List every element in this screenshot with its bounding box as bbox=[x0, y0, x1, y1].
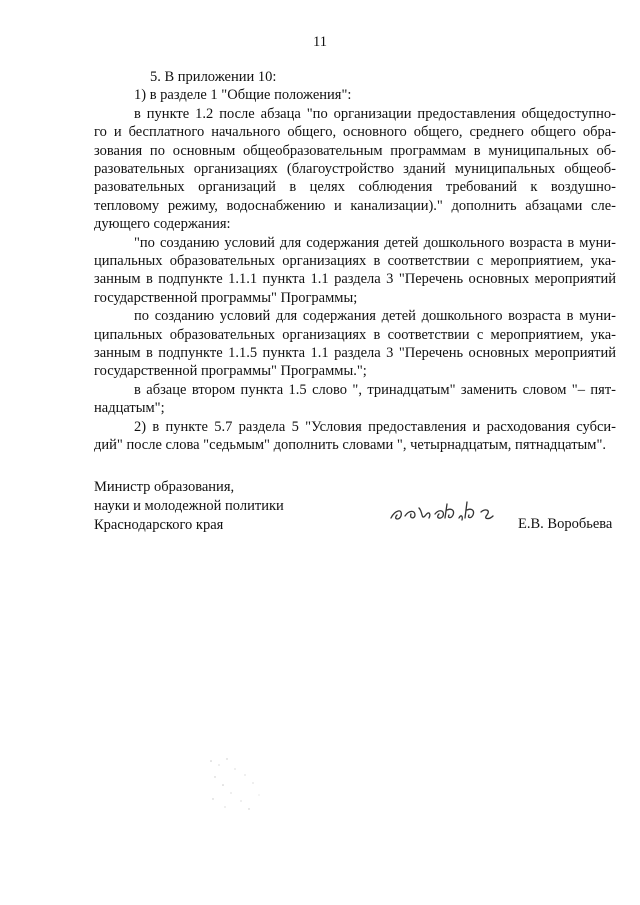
paragraph-line: занным в подпункте 1.1.5 пункта 1.1 раздела 3 "Перечень основных мероприятий bbox=[94, 344, 616, 361]
paragraph-line: государственной программы" Программы."; bbox=[94, 363, 367, 380]
paragraph-line: 2) в пункте 5.7 раздела 5 "Условия предоставления и расходования субси- bbox=[134, 418, 616, 435]
paragraph-line: разовательных организаций в целях соблюдения требований к воздушно- bbox=[94, 179, 616, 196]
paragraph-line: ципальных образовательных организациях в соответствии с мероприятием, ука- bbox=[94, 326, 616, 343]
handwritten-signature bbox=[385, 488, 515, 528]
signatory-title-line: науки и молодежной политики bbox=[94, 498, 284, 514]
paragraph-line: государственной программы" Программы; bbox=[94, 289, 358, 306]
paragraph-line: дующего содержания: bbox=[94, 216, 231, 233]
paragraph-line: разовательных организациях (благоустройство зданий муниципальных общеоб- bbox=[94, 160, 616, 177]
paragraph-line: в абзаце втором пункта 1.5 слово ", тринадцатым" заменить словом "– пят- bbox=[134, 381, 616, 398]
paragraph-line: ципальных образовательных организациях в соответствии с мероприятием, ука- bbox=[94, 252, 616, 269]
paragraph-line: дий" после слова "седьмым" дополнить словами ", четырнадцатым, пятнадцатым". bbox=[94, 436, 607, 453]
page-number: 11 bbox=[313, 34, 327, 50]
signatory-name: Е.В. Воробьева bbox=[518, 516, 613, 532]
paragraph-line: 1) в разделе 1 "Общие положения": bbox=[134, 87, 352, 104]
document-body bbox=[94, 68, 616, 454]
paragraph-line: 5. В приложении 10: bbox=[150, 69, 277, 85]
signatory-title-line: Краснодарского края bbox=[94, 517, 224, 533]
paragraph-line: зования по основным общеобразовательным программам в муниципальных об- bbox=[94, 142, 616, 159]
paragraph-line: занным в подпункте 1.1.1 пункта 1.1 раздела 3 "Перечень основных мероприятий bbox=[94, 271, 616, 288]
scan-noise bbox=[205, 755, 275, 815]
paragraph-line: в пункте 1.2 после абзаца "по организации предоставления общедоступно- bbox=[134, 105, 616, 122]
paragraph-line: надцатым"; bbox=[94, 400, 165, 417]
paragraph-line: "по созданию условий для содержания детей дошкольного возраста в муни- bbox=[134, 234, 616, 251]
signatory-title bbox=[94, 478, 304, 535]
paragraph-line: по созданию условий для содержания детей дошкольного возраста в муни- bbox=[134, 308, 616, 325]
signatory-title-line: Министр образования, bbox=[94, 479, 235, 495]
paragraph-line: тепловому режиму, водоснабжению и канализации)." дополнить абзацами сле- bbox=[94, 197, 616, 214]
paragraph-line: го и бесплатного начального общего, основного общего, среднего общего обра- bbox=[94, 124, 616, 141]
